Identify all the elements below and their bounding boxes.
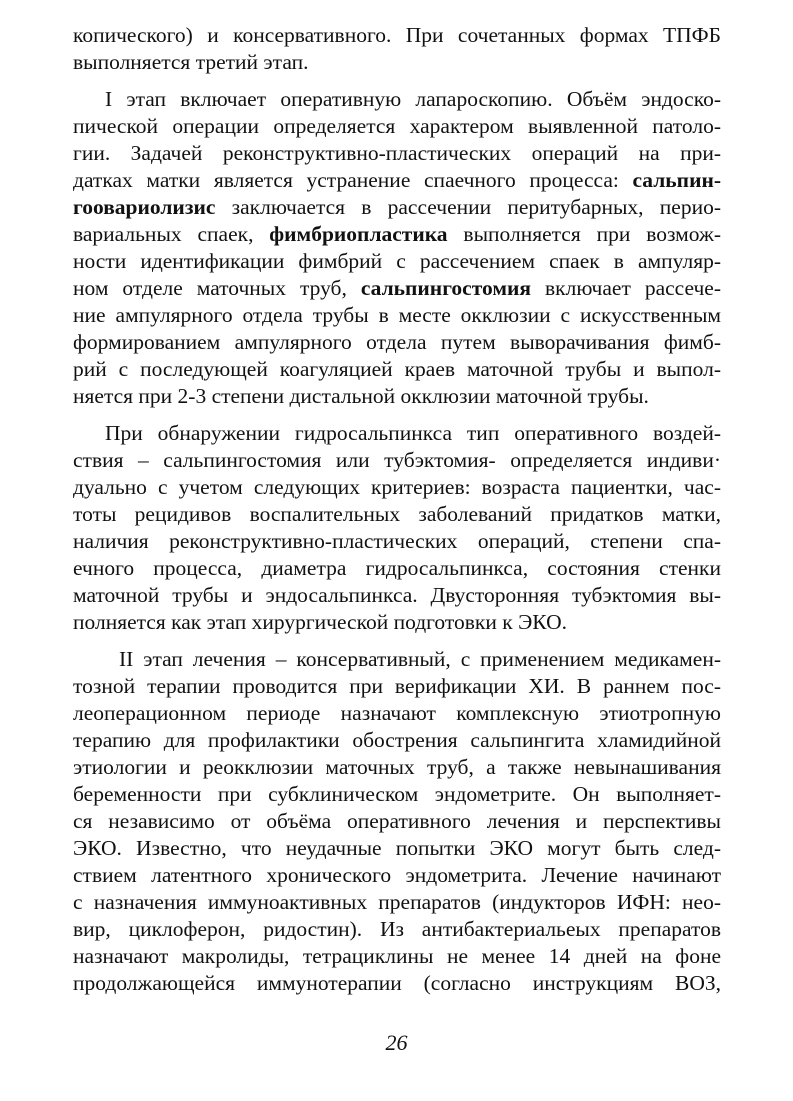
- text-line: [73, 275, 721, 302]
- text-line: полняется как этап хирургической подготовки к ЭКО.: [73, 610, 567, 634]
- bold-term: сальпин-: [632, 168, 721, 192]
- text-line: При обнаружении гидросальпинкса тип оперативного воздей-: [105, 421, 721, 445]
- text-segment: датках матки является устранение спаечного процесса:: [73, 168, 633, 192]
- text-line: ся независимо от объёма оперативного лечения и перспективы: [73, 809, 721, 833]
- text-segment: вариальных спаек,: [73, 222, 270, 246]
- text-line: I этап включает оперативную лапароскопию. Объём эндоско-: [105, 87, 721, 111]
- text-line: няется при 2-3 степени дистальной окклюзии маточной трубы.: [73, 384, 649, 408]
- text-line: II этап лечения – консервативный, с применением медикамен-: [119, 647, 721, 671]
- text-segment: включает рассече-: [531, 276, 721, 300]
- paragraph: [73, 86, 721, 410]
- text-line: [73, 194, 721, 221]
- text-line: назначают макролиды, тетрациклины не менее 14 дней на фоне: [73, 944, 721, 968]
- text-line: выполняется третий этап.: [73, 50, 309, 74]
- text-line: формированием ампулярного отдела путем выворачивания фимб-: [73, 330, 721, 354]
- bold-term: фимбриопластика: [269, 222, 448, 246]
- text-line: наличия реконструктивно-пластических операций, степени спа-: [73, 529, 721, 553]
- text-line: терапию для профилактики обострения сальпингита хламидийной: [73, 728, 721, 752]
- text-segment: ном отделе маточных труб,: [73, 276, 361, 300]
- document-page: [73, 22, 721, 1082]
- text-line: этиологии и реокклюзии маточных труб, а также невынашивания: [73, 755, 721, 779]
- text-line: ности идентификации фимбрий с рассечением спаек в ампуляр-: [73, 249, 721, 273]
- text-segment: заключается в рассечении перитубарных, перио-: [215, 195, 721, 219]
- text-line: леоперационном периоде назначают комплексную этиотропную: [73, 701, 721, 725]
- text-line: вир, циклоферон, ридостин). Из антибактериальеых препаратов: [73, 917, 721, 941]
- text-line: ЭКО. Известно, что неудачные попытки ЭКО могут быть след-: [73, 836, 721, 860]
- text-line: ствия – сальпингостомия или тубэктомия- определяется индиви·: [73, 448, 721, 472]
- text-line: [73, 221, 721, 248]
- text-line: дуально с учетом следующих критериев: возраста пациентки, час-: [73, 475, 721, 499]
- text-line: ечного процесса, диаметра гидросальпинкса, состояния стенки: [73, 556, 721, 580]
- text-segment: выполняется при возмож-: [447, 222, 721, 246]
- paragraph: [73, 22, 721, 76]
- text-line: ствием латентного хронического эндометрита. Лечение начинают: [73, 863, 721, 887]
- paragraph: [73, 420, 721, 636]
- text-line: тоты рецидивов воспалительных заболеваний придатков матки,: [73, 502, 721, 526]
- text-line: рий с последующей коагуляцией краев маточной трубы и выпол-: [73, 357, 721, 381]
- paragraph: [73, 646, 721, 997]
- text-line: маточной трубы и эндосальпинкса. Двусторонняя тубэктомия вы-: [73, 583, 721, 607]
- bold-term: сальпингостомия: [360, 276, 532, 300]
- page-number: 26: [385, 1030, 408, 1055]
- text-line: ние ампулярного отдела трубы в месте окклюзии с искусственным: [73, 303, 721, 327]
- bold-term: гоовариолизис: [73, 195, 216, 219]
- text-line: тозной терапии проводится при верификации ХИ. В раннем пос-: [73, 674, 721, 698]
- text-line: [73, 167, 721, 194]
- text-line: гии. Задачей реконструктивно-пластических операций на при-: [73, 141, 721, 165]
- text-line: продолжающейся иммунотерапии (согласно инструкциям ВОЗ,: [73, 971, 721, 995]
- text-line: с назначения иммуноактивных препаратов (индукторов ИФН: нео-: [73, 890, 721, 914]
- text-line: пической операции определяется характером выявленной патоло-: [73, 114, 721, 138]
- text-line: копического) и консервативного. При сочетанных формах ТПФБ: [73, 23, 721, 47]
- text-line: беременности при субклиническом эндометрите. Он выполняет-: [73, 782, 721, 806]
